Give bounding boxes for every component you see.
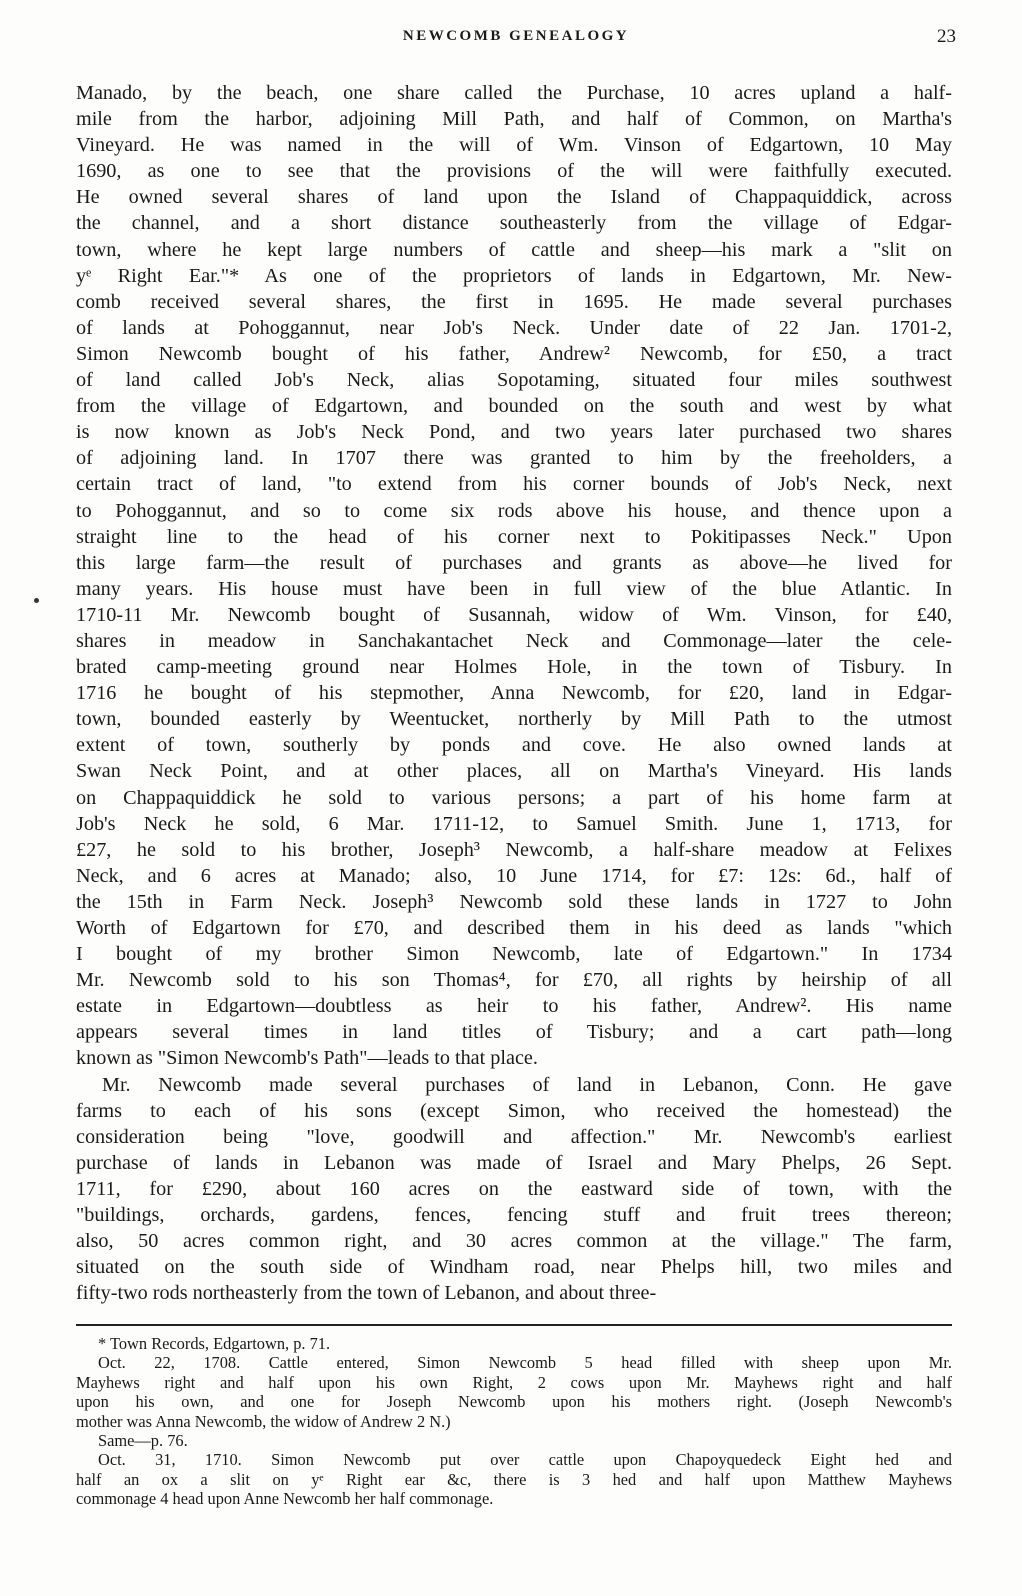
text-line: "buildings, orchards, gardens, fences, fencing stuff and fruit trees thereon; [76, 1204, 952, 1227]
text-line: Simon Newcomb bought of his father, Andrew² Newcomb, for £50, a tract [76, 342, 952, 365]
text-line: mile from the harbor, adjoining Mill Path, and half of Common, on Martha's [76, 108, 952, 131]
text-line: I bought of my brother Simon Newcomb, late of Edgartown." In 1734 [76, 943, 952, 966]
text-line: Swan Neck Point, and at other places, all on Martha's Vineyard. His lands [76, 760, 952, 783]
text-line: of lands at Pohoggannut, near Job's Neck. Under date of 22 Jan. 1701-2, [76, 316, 952, 339]
text-line: upon his own, and one for Joseph Newcomb upon his mothers right. (Joseph Newcomb's [76, 1392, 952, 1412]
text-line: town, bounded easterly by Weentucket, northerly by Mill Path to the utmost [76, 708, 952, 731]
text-line: Job's Neck he sold, 6 Mar. 1711-12, to Samuel Smith. June 1, 1713, for [76, 812, 952, 835]
text-line: Neck, and 6 acres at Manado; also, 10 June 1714, for £7: 12s: 6d., half of [76, 864, 952, 887]
text-line: commonage 4 head upon Anne Newcomb her half commonage. [76, 1489, 494, 1509]
footnote-4 [76, 1450, 952, 1508]
text-line: * Town Records, Edgartown, p. 71. [98, 1334, 331, 1353]
text-line: Same—p. 76. [98, 1431, 188, 1451]
text-line: of land called Job's Neck, alias Sopotaming, situated four miles southwest [76, 369, 952, 392]
text-line: 1711, for £290, about 160 acres on the eastward side of town, with the [76, 1177, 952, 1200]
body-text [76, 80, 952, 1306]
text-line: this large farm—the result of purchases and grants as above—he lived for [76, 551, 952, 574]
text-line: mother was Anna Newcomb, the widow of Andrew 2 N.) [76, 1411, 451, 1431]
footnote-2 [76, 1353, 952, 1431]
text-line: estate in Edgartown—doubtless as heir to his father, Andrew². His name [76, 995, 952, 1018]
text-line: yᵉ Right Ear."* As one of the proprietors of lands in Edgartown, Mr. New- [76, 264, 952, 287]
text-line: Mayhews right and half upon his own Right, 2 cows upon Mr. Mayhews right and half [76, 1372, 952, 1392]
margin-mark [34, 598, 39, 603]
footnote-3 [76, 1431, 952, 1450]
text-line: 1690, as one to see that the provisions of the will were faithfully executed. [76, 160, 952, 183]
text-line: of adjoining land. In 1707 there was granted to him by the freeholders, a [76, 447, 952, 470]
text-line: known as "Simon Newcomb's Path"—leads to that place. [76, 1047, 538, 1070]
paragraph-2 [76, 1072, 952, 1307]
text-line: Mr. Newcomb sold to his son Thomas⁴, for £70, all rights by heirship of all [76, 969, 952, 992]
text-line: fifty-two rods northeasterly from the town of Lebanon, and about three- [76, 1282, 657, 1305]
text-line: Mr. Newcomb made several purchases of land in Lebanon, Conn. He gave [102, 1073, 952, 1096]
text-line: consideration being "love, goodwill and affection." Mr. Newcomb's earliest [76, 1125, 952, 1148]
text-line: 1716 he bought of his stepmother, Anna Newcomb, for £20, land in Edgar- [76, 682, 952, 705]
text-line: the 15th in Farm Neck. Joseph³ Newcomb sold these lands in 1727 to John [76, 890, 952, 913]
text-line: farms to each of his sons (except Simon, who received the homestead) the [76, 1099, 952, 1122]
text-line: appears several times in land titles of Tisbury; and a cart path—long [76, 1021, 952, 1044]
running-head [76, 28, 956, 54]
text-line: town, where he kept large numbers of cattle and sheep—his mark a "slit on [76, 238, 952, 261]
text-line: Worth of Edgartown for £70, and described them in his deed as lands "which [76, 917, 952, 939]
text-line: shares in meadow in Sanchakantachet Neck and Commonage—later the cele- [76, 629, 952, 652]
text-line: the channel, and a short distance southeasterly from the village of Edgar- [76, 212, 952, 235]
running-title: NEWCOMB GENEALOGY [402, 28, 630, 44]
text-line: from the village of Edgartown, and bounded on the south and west by what [76, 395, 952, 418]
text-line: situated on the south side of Windham road, near Phelps hill, two miles and [76, 1256, 952, 1279]
page-number: 23 [937, 26, 956, 47]
text-line: He owned several shares of land upon the Island of Chappaquiddick, across [76, 186, 952, 209]
footnote-1 [76, 1334, 952, 1353]
text-line: brated camp-meeting ground near Holmes Hole, in the town of Tisbury. In [76, 656, 952, 679]
text-line: 1710-11 Mr. Newcomb bought of Susannah, widow of Wm. Vinson, for £40, [76, 603, 952, 626]
text-line: to Pohoggannut, and so to come six rods above his house, and thence upon a [76, 499, 952, 522]
text-line: straight line to the head of his corner next to Pokitipasses Neck." Upon [76, 525, 952, 548]
text-line: £27, he sold to his brother, Joseph³ Newcomb, a half-share meadow at Felixes [76, 838, 952, 861]
text-line: also, 50 acres common right, and 30 acres common at the village." The farm, [76, 1230, 952, 1253]
text-line: on Chappaquiddick he sold to various persons; a part of his home farm at [76, 786, 952, 809]
text-line: Vineyard. He was named in the will of Wm. Vinson of Edgartown, 10 May [76, 134, 952, 157]
footnote-rule [76, 1324, 952, 1326]
text-line: comb received several shares, the first in 1695. He made several purchases [76, 290, 952, 313]
text-line: purchase of lands in Lebanon was made of Israel and Mary Phelps, 26 Sept. [76, 1151, 952, 1174]
footnotes [76, 1334, 952, 1509]
text-line: extent of town, southerly by ponds and cove. He also owned lands at [76, 734, 952, 757]
text-line: certain tract of land, "to extend from his corner bounds of Job's Neck, next [76, 473, 952, 496]
text-line: is now known as Job's Neck Pond, and two years later purchased two shares [76, 421, 952, 444]
text-line: half an ox a slit on yᵉ Right ear &c, there is 3 hed and half upon Matthew Mayhews [76, 1469, 952, 1489]
text-line: Oct. 22, 1708. Cattle entered, Simon Newcomb 5 head filled with sheep upon Mr. [98, 1353, 952, 1373]
text-line: Manado, by the beach, one share called the Purchase, 10 acres upland a half- [76, 82, 952, 104]
text-line: Oct. 31, 1710. Simon Newcomb put over cattle upon Chapoyquedeck Eight hed and [98, 1450, 952, 1470]
paragraph-1 [76, 80, 952, 1072]
text-line: many years. His house must have been in full view of the blue Atlantic. In [76, 577, 952, 600]
